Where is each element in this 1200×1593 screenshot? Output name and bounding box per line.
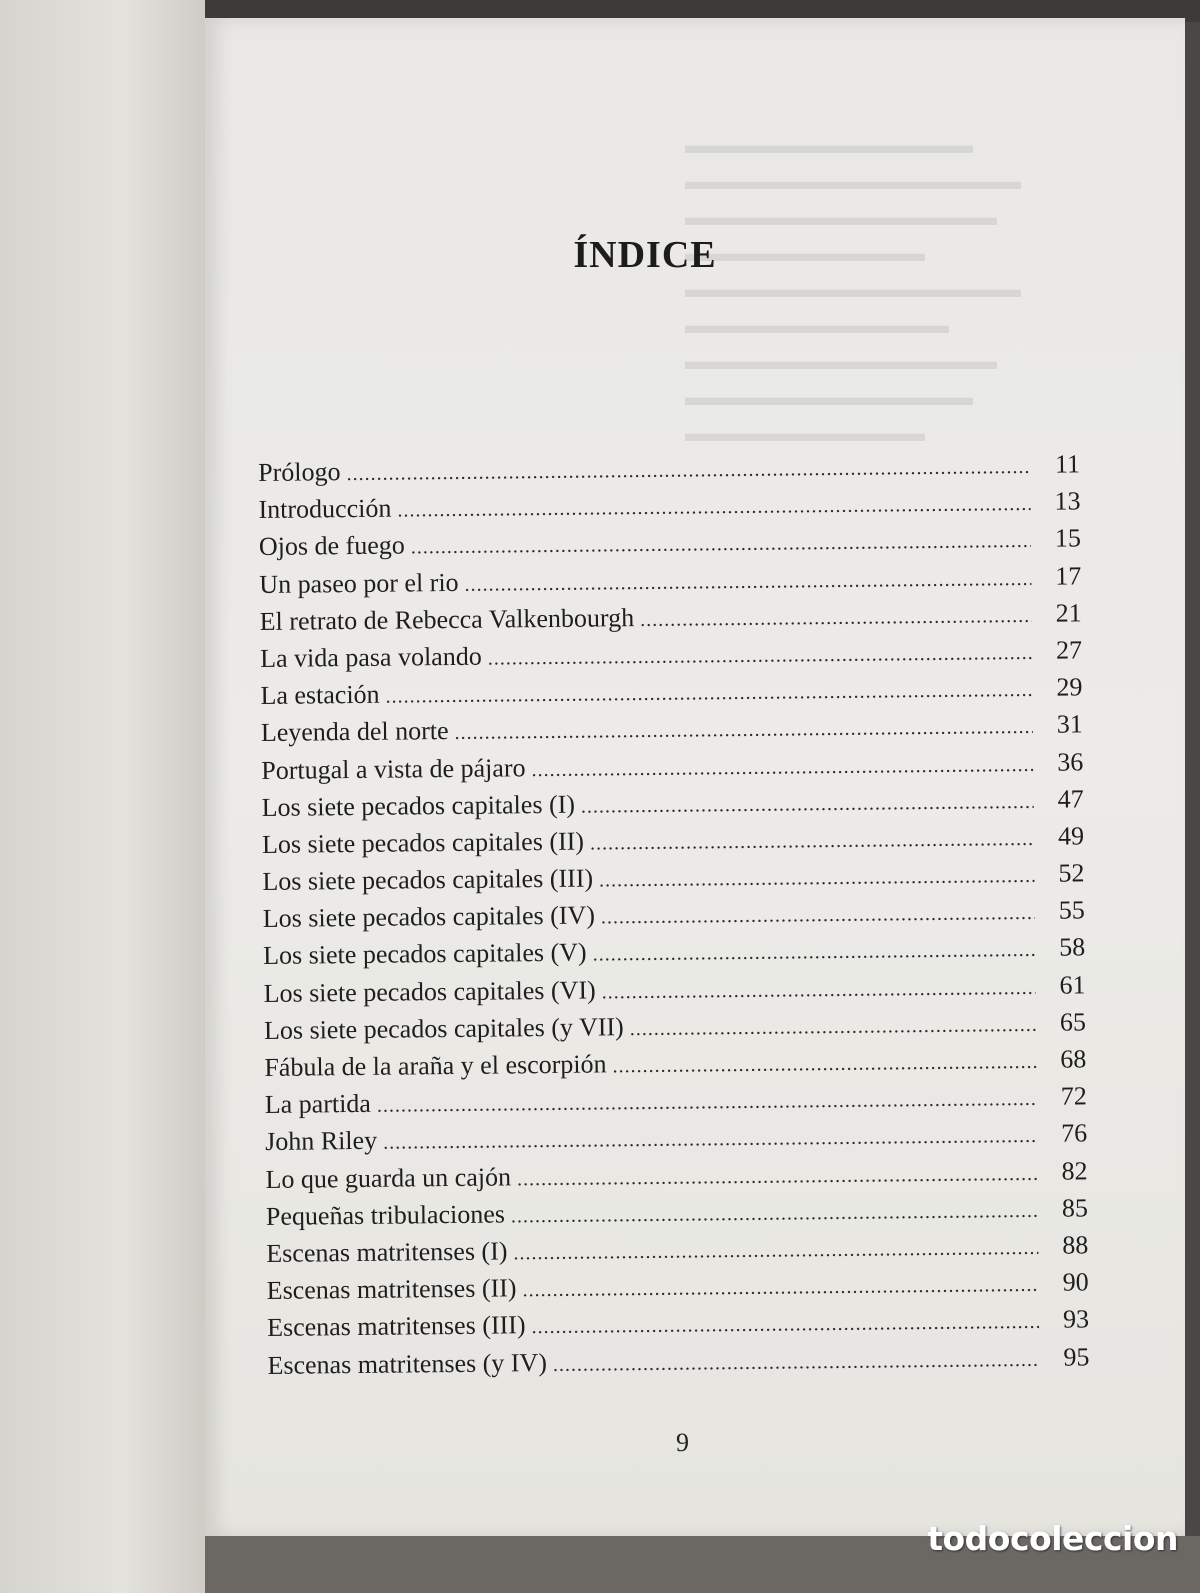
toc-entry-title: Portugal a vista de pájaro: [261, 752, 526, 785]
toc-entry-page-number: 52: [1058, 858, 1085, 888]
toc-entry-title: El retrato de Rebecca Valkenbourgh: [259, 602, 635, 636]
toc-entry-title: La partida: [264, 1089, 372, 1120]
toc-entry-page-number: 36: [1057, 746, 1084, 777]
toc-entry-page-number: 15: [1054, 523, 1082, 554]
toc-entry-title: Ojos de fuego: [258, 530, 405, 562]
toc-entry-title: Prólogo: [258, 457, 341, 487]
toc-entry-page-number: 93: [1062, 1304, 1090, 1334]
toc-entry-page-number: 29: [1056, 672, 1083, 702]
toc-dot-leader: [531, 1311, 1039, 1339]
toc-entry-title: La vida pasa volando: [259, 641, 482, 673]
toc-entry-title: Los siete pecados capitales (V): [263, 938, 587, 971]
toc-dot-leader: [488, 642, 1033, 671]
toc-entry-title: Escenas matritenses (I): [266, 1236, 508, 1268]
toc-entry-page-number: 85: [1061, 1193, 1089, 1223]
toc-entry-page-number: 82: [1061, 1155, 1088, 1186]
toc-entry-page-number: 27: [1055, 635, 1083, 665]
toc-entry-title: Escenas matritenses (II): [266, 1273, 517, 1306]
toc-dot-leader: [454, 716, 1033, 745]
toc-dot-leader: [397, 493, 1030, 523]
toc-entry-page-number: 95: [1063, 1341, 1090, 1372]
toc-dot-leader: [386, 679, 1033, 709]
toc-dot-leader: [377, 1088, 1037, 1118]
toc-entry-title: Escenas matritenses (III): [266, 1310, 526, 1343]
toc-dot-leader: [513, 1237, 1038, 1265]
toc-entry-title: Los siete pecados capitales (IV): [262, 900, 596, 934]
toc-dot-leader: [630, 1014, 1036, 1041]
toc-entry-title: Introducción: [258, 493, 392, 525]
toc-dot-leader: [517, 1162, 1038, 1190]
toc-dot-leader: [465, 567, 1032, 596]
facing-page: [0, 0, 205, 1593]
toc-entry-title: Los siete pecados capitales (III): [262, 863, 594, 897]
toc-entry-page-number: 76: [1060, 1118, 1088, 1149]
toc-entry-title: Los siete pecados capitales (y VII): [263, 1012, 624, 1045]
toc-entry-page-number: 88: [1062, 1230, 1089, 1260]
toc-entry-page-number: 17: [1055, 560, 1082, 591]
toc-dot-leader: [599, 865, 1035, 893]
toc-entry-page-number: 90: [1062, 1267, 1089, 1297]
toc-entry-title: Lo que guarda un cajón: [265, 1161, 512, 1194]
toc-entry-page-number: 68: [1060, 1044, 1087, 1074]
toc-entry-page-number: 13: [1054, 486, 1081, 516]
toc-entry-page-number: 65: [1059, 1007, 1087, 1037]
toc-entry-page-number: 55: [1058, 895, 1085, 925]
toc-entry-page-number: 58: [1059, 932, 1086, 963]
toc-entry-title: Leyenda del norte: [260, 716, 449, 748]
toc-dot-leader: [383, 1125, 1037, 1155]
toc-entry-title: Un paseo por el rio: [259, 567, 459, 599]
toc-entry-page-number: 47: [1057, 784, 1084, 814]
toc-entry-page-number: 31: [1056, 709, 1083, 739]
toc-entry-title: Los siete pecados capitales (I): [261, 789, 576, 822]
toc-entry-title: Los siete pecados capitales (VI): [263, 975, 596, 1008]
toc-dot-leader: [411, 530, 1031, 559]
toc-entry-page-number: 49: [1057, 821, 1085, 851]
toc-dot-leader: [511, 1200, 1038, 1229]
toc-dot-leader: [553, 1348, 1040, 1376]
toc-entry-title: Escenas matritenses (y IV): [267, 1347, 548, 1380]
toc-dot-leader: [602, 977, 1036, 1005]
page-title: ÍNDICE: [573, 234, 717, 277]
table-of-contents: [258, 449, 1090, 1387]
toc-dot-leader: [593, 939, 1036, 967]
toc-dot-leader: [531, 753, 1033, 781]
toc-entry-title: Fábula de la araña y el escorpión: [264, 1049, 607, 1082]
toc-dot-leader: [581, 791, 1034, 819]
toc-entry-title: John Riley: [265, 1126, 378, 1157]
toc-entry-page-number: 72: [1060, 1081, 1087, 1111]
toc-dot-leader: [612, 1051, 1036, 1078]
toc-entry-title: Pequeñas tribulaciones: [265, 1199, 506, 1231]
toc-entry-page-number: 21: [1055, 598, 1082, 628]
toc-dot-leader: [346, 456, 1030, 486]
watermark-logo: todocoleccion: [927, 1519, 1178, 1558]
toc-entry-page-number: 11: [1054, 449, 1081, 479]
show-through-text: ▬▬▬▬▬▬▬▬▬▬▬▬ ▬▬▬▬▬▬▬▬▬▬▬▬▬▬ ▬▬▬▬▬▬▬▬▬▬▬▬▬ ▬▬▬▬▬▬▬▬▬▬ ▬▬▬▬▬▬▬▬▬▬▬▬▬▬ ▬▬▬▬▬▬▬▬▬▬▬ ▬▬▬▬▬▬▬▬▬▬▬▬▬ ▬▬▬▬▬▬▬▬▬▬▬▬ ▬▬▬▬▬▬▬▬▬▬: [685, 133, 1021, 447]
toc-dot-leader: [522, 1274, 1038, 1302]
toc-entry-title: Los siete pecados capitales (II): [261, 826, 585, 859]
page-number: 9: [676, 1428, 689, 1457]
toc-dot-leader: [640, 605, 1032, 632]
toc-dot-leader: [601, 902, 1035, 930]
toc-dot-leader: [590, 828, 1034, 856]
toc-entry-page-number: 61: [1059, 969, 1086, 1000]
toc-entry-title: La estación: [260, 679, 380, 711]
